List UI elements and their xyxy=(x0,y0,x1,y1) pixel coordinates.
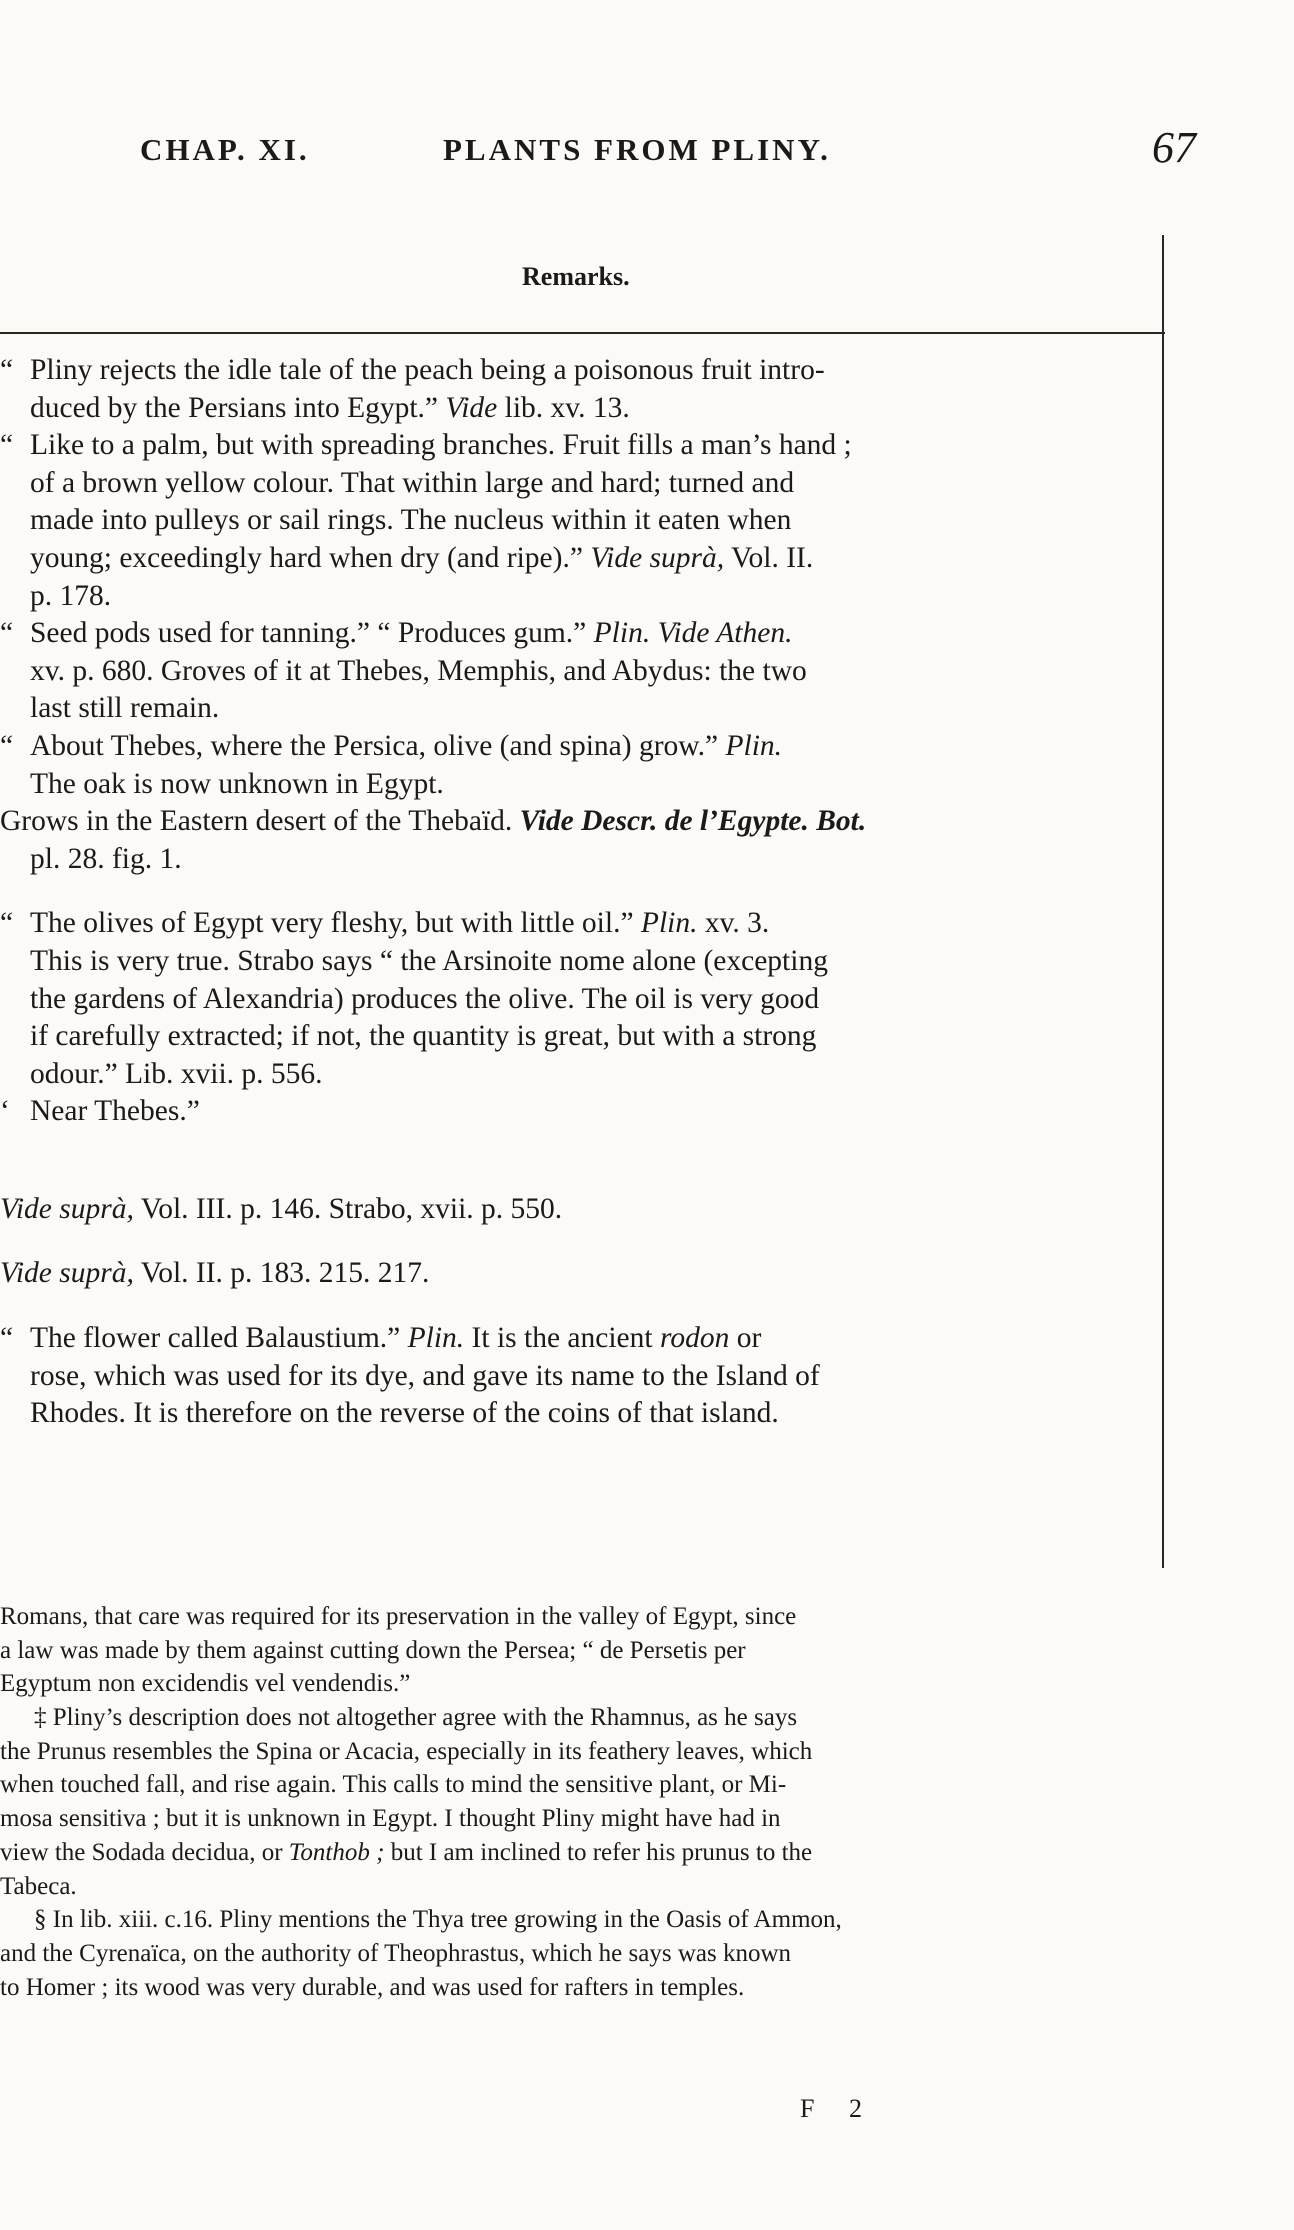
remark-text: odour.” Lib. xvii. p. 556. xyxy=(30,1057,323,1090)
footnote-line: mosa sensitiva ; but it is unknown in Egypt. I thought Pliny might have had in xyxy=(0,1805,781,1833)
remark-near-thebes: ‘ Near Thebes.” xyxy=(0,1095,200,1128)
remark-seed-pods: “ Seed pods used for tanning.” “ Produces gum.” Plin. Vide Athen. xv. p. 680. Groves of it at Thebes, Memphis, and Abydus: the two last still remain. xyxy=(0,615,1165,728)
footnote-line: when touched fall, and rise again. This calls to mind the sensitive plant, or Mi- xyxy=(0,1771,787,1799)
footnotes xyxy=(0,1600,1180,2004)
remark-text: Vol. II. p. 183. 215. 217. xyxy=(140,1257,430,1290)
footnote-italic: Tonthob ; xyxy=(288,1838,385,1866)
citation: rodon xyxy=(659,1322,730,1355)
remark-vide-vol3 xyxy=(0,1191,1165,1229)
remark-text: The olives of Egypt very fleshy, but with little oil.” xyxy=(30,907,634,940)
remarks-column xyxy=(0,352,1165,1433)
remark-text: Like to a palm, but with spreading branches. Fruit fills a man’s hand ; xyxy=(30,429,852,462)
heading-rule xyxy=(0,332,1165,334)
citation: Plin. xyxy=(725,729,783,762)
remark-text: lib. xv. 13. xyxy=(504,391,630,424)
remarks-heading: Remarks. xyxy=(522,262,630,291)
footnote-line: but I am inclined to refer his prunus to the xyxy=(390,1838,813,1866)
remark-text: Seed pods used for tanning.” “ Produces gum.” xyxy=(30,617,587,650)
footnote-line: ‡ Pliny’s description does not altogether agree with the Rhamnus, as he says xyxy=(34,1704,798,1732)
remark-text: xv. p. 680. Groves of it at Thebes, Memphis, and Abydus: the two xyxy=(30,654,807,687)
footnote-line: the Prunus resembles the Spina or Acacia, especially in its feathery leaves, which xyxy=(0,1737,813,1765)
remark-text: of a brown yellow colour. That within large and hard; turned and xyxy=(30,466,795,499)
citation: Vide Descr. de l’Egypte. Bot. xyxy=(519,805,867,838)
remark-text: xv. 3. xyxy=(704,907,770,940)
running-title: PLANTS FROM PLINY. xyxy=(443,132,831,167)
remark-text: Pliny rejects the idle tale of the peach being a poisonous fruit intro- xyxy=(30,354,825,386)
remark-balaustium: “ The flower called Balaustium.” Plin. It is the ancient rodon or rose, which was used for its dye, and gave its name to the Island of Rhodes. It is therefore on the reverse of the coins of that island. xyxy=(0,1320,1165,1433)
remark-text: Grows in the Eastern desert of the Thebaïd. xyxy=(0,805,513,838)
signature-mark: F 2 xyxy=(800,2094,876,2123)
running-header xyxy=(0,123,1294,178)
remark-text: young; exceedingly hard when dry (and ripe).” xyxy=(30,541,583,574)
remark-text: About Thebes, where the Persica, olive (and spina) grow.” xyxy=(30,729,719,762)
remark-olives: “ The olives of Egypt very fleshy, but with little oil.” Plin. xv. 3. This is very true. Strabo says “ the Arsinoite nome alone (excepting the gardens of Alexandria) produces the olive. The oil is very good if carefully extracted; if not, the quantity is great, but with a strong odour.” Lib. xvii. p. 556. xyxy=(0,905,1165,1093)
remark-text: duced by the Persians into Egypt.” xyxy=(30,391,439,424)
remark-peach: “ Pliny rejects the idle tale of the peach being a poisonous fruit intro- duced by the Persians into Egypt.” Vide lib. xv. 13. xyxy=(0,354,825,424)
footnote-line: to Homer ; its wood was very durable, and was used for rafters in temples. xyxy=(0,1973,745,2001)
remark-text: last still remain. xyxy=(30,692,220,725)
remark-text: The oak is now unknown in Egypt. xyxy=(30,767,444,800)
citation: Vide xyxy=(445,391,498,424)
footnote-line: a law was made by them against cutting down the Persea; “ de Persetis per xyxy=(0,1636,746,1664)
citation: Vide suprà, xyxy=(0,1257,134,1290)
remark-text: It is the ancient xyxy=(471,1322,653,1355)
remark-text: the gardens of Alexandria) produces the olive. The oil is very good xyxy=(30,982,820,1015)
remark-text: Rhodes. It is therefore on the reverse of the coins of that island. xyxy=(30,1397,779,1430)
footnote-line: Romans, that care was required for its preservation in the valley of Egypt, since xyxy=(0,1603,797,1630)
page-number: 67 xyxy=(1152,123,1196,172)
footnote-line: Tabeca. xyxy=(0,1872,77,1900)
remark-eastern-desert xyxy=(0,803,1165,878)
footnote-line: and the Cyrenaïca, on the authority of Theophrastus, which he says was known xyxy=(0,1939,792,1967)
remark-text: This is very true. Strabo says “ the Arsinoite nome alone (excepting xyxy=(30,944,828,977)
footnote-line: view the Sodada decidua, or xyxy=(0,1838,283,1866)
remark-text: pl. 28. fig. 1. xyxy=(30,842,182,875)
remark-text: Vol. III. p. 146. Strabo, xvii. p. 550. xyxy=(140,1192,563,1225)
footnote-line: Egyptum non excidendis vel vendendis.” xyxy=(0,1670,411,1698)
remark-vide-vol2 xyxy=(0,1255,1165,1293)
remark-text: rose, which was used for its dye, and gave its name to the Island of xyxy=(30,1359,820,1392)
citation: Plin. Vide Athen. xyxy=(593,617,793,650)
citation: Vide suprà, xyxy=(0,1192,134,1225)
citation: Vide suprà, xyxy=(590,541,725,574)
footnote-line: § In lib. xiii. c.16. Pliny mentions the Thya tree growing in the Oasis of Ammon, xyxy=(34,1906,842,1934)
remark-thebes: “ About Thebes, where the Persica, olive (and spina) grow.” Plin. The oak is now unknown in Egypt. xyxy=(0,728,1165,803)
remark-text: Vol. II. xyxy=(731,541,814,574)
remark-text: p. 178. xyxy=(30,579,112,612)
remark-text: or xyxy=(736,1322,762,1355)
remark-text: The flower called Balaustium.” xyxy=(30,1322,401,1355)
remark-text: if carefully extracted; if not, the quantity is great, but with a strong xyxy=(30,1020,817,1053)
remark-text: Near Thebes.” xyxy=(30,1095,200,1128)
chapter-label: CHAP. XI. xyxy=(140,132,310,167)
remark-text: made into pulleys or sail rings. The nucleus within it eaten when xyxy=(30,504,792,537)
citation: Plin. xyxy=(407,1322,465,1355)
citation: Plin. xyxy=(640,907,698,940)
remark-palm: “ Like to a palm, but with spreading branches. Fruit fills a man’s hand ; of a brown yellow colour. That within large and hard; turned and made into pulleys or sail rings. The nucleus within it eaten when young; exceedingly hard when dry (and ripe).” Vide suprà, Vol. II. p. 178. xyxy=(0,427,1165,615)
